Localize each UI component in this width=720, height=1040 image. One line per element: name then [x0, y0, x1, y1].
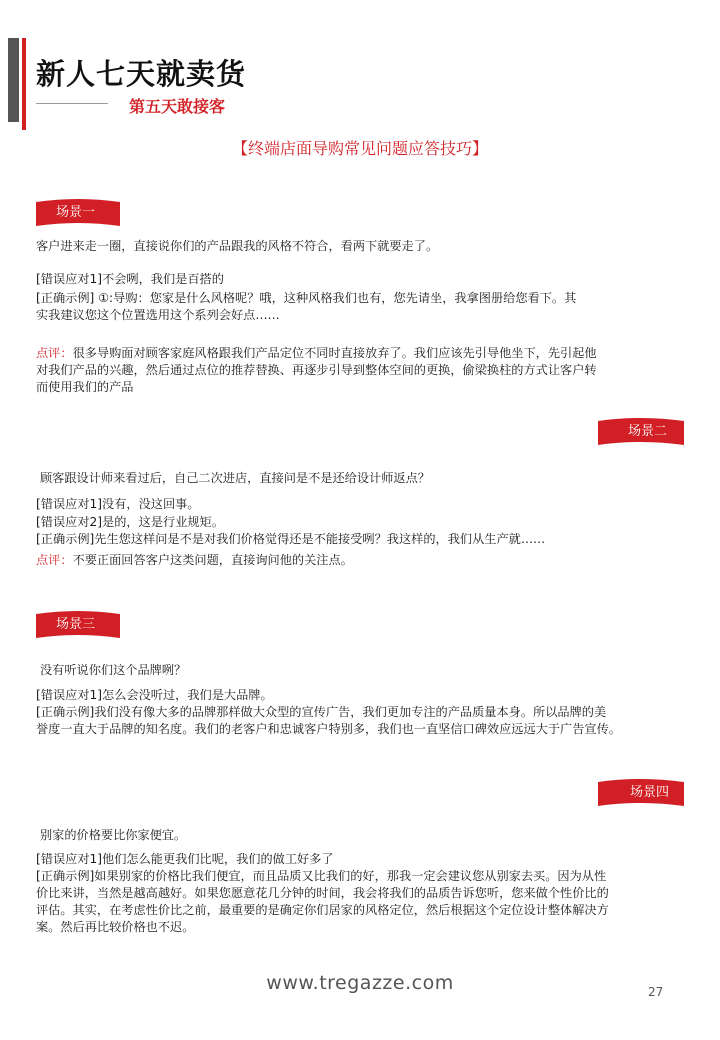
comment-line: 而使用我们的产品 [36, 380, 134, 394]
comment-text: 很多导购面对顾客家庭风格跟我们产品定位不同时直接放弃了。我们应该先引导他坐下，先引起他 [72, 346, 597, 360]
header-red-bar [22, 38, 26, 130]
comment-line: 对我们产品的兴趣，然后通过点位的推荐替换、再逐步引导到整体空间的更换，偷梁换柱的方式让客户转 [36, 363, 597, 377]
scene-label: 场景一 [56, 205, 96, 220]
page-subtitle: 第五天敢接客 [129, 97, 226, 116]
answer-line: 价比来讲，当然是越高越好。如果您愿意花几分钟的时间，我会将我们的品质告诉您听，您来做个性价比的 [36, 886, 609, 900]
comment-line [36, 552, 676, 569]
scene-question: 别家的价格要比你家便宜。 [40, 828, 187, 842]
scene-question: 没有听说你们这个品牌咧？ [40, 663, 187, 677]
answer-line: [错误应对1]不会咧，我们是百搭的 [36, 272, 224, 286]
subtitle-rule [36, 103, 108, 104]
footer-website: www.tregazze.com [266, 972, 454, 994]
comment-text: 不要正面回答客户这类问题，直接询问他的关注点。 [72, 553, 353, 567]
scene-question: 顾客跟设计师来看过后，自己二次进店，直接问是不是还给设计师返点？ [40, 471, 430, 485]
scene-ribbon-1 [36, 198, 120, 232]
answer-line: [错误应对1]没有，没这回事。 [36, 497, 200, 511]
scene-label: 场景四 [630, 785, 670, 800]
answer-line: 实我建议您这个位置选用这个系列会好点…… [36, 308, 280, 322]
page-title: 新人七天就卖货 [36, 57, 247, 91]
scene-ribbon-4 [598, 778, 684, 812]
scene-label: 场景二 [628, 424, 668, 439]
answer-line: 评估。其实，在考虑性价比之前，最重要的是确定你们居家的风格定位，然后根据这个定位设计整体解决方 [36, 903, 609, 917]
comment-line [36, 345, 676, 362]
scene-question: 客户进来走一圈，直接说你们的产品跟我的风格不符合，看两下就要走了。 [36, 239, 439, 253]
page-number: 27 [648, 985, 664, 999]
scene-ribbon-3 [36, 610, 120, 644]
section-heading: 【终端店面导购常见问题应答技巧】 [231, 139, 488, 158]
answer-line: [错误应对1]怎么会没听过，我们是大品牌。 [36, 688, 273, 702]
answer-line: 案。然后再比较价格也不迟。 [36, 920, 195, 934]
answer-line: 誉度一直大于品牌的知名度。我们的老客户和忠诚客户特别多，我们也一直坚信口碑效应远远大于广告宣传。 [36, 722, 621, 736]
answer-line: [正确示例]如果别家的价格比我们便宜，而且品质又比我们的好，那我一定会建议您从别家去买。因为从性 [36, 869, 607, 883]
answer-line: [正确示例]先生您这样问是不是对我们价格觉得还是不能接受咧？我这样的，我们从生产就…… [36, 532, 546, 546]
answer-line: [正确示例] ①:导购：您家是什么风格呢？哦，这种风格我们也有，您先请坐，我拿图册给您看下。其 [36, 291, 577, 305]
comment-label: 点评： [36, 553, 73, 567]
answer-line: [错误应对2]是的，这是行业规矩。 [36, 515, 224, 529]
comment-label: 点评： [36, 346, 73, 360]
answer-line: [正确示例]我们没有像大多的品牌那样做大众型的宣传广告，我们更加专注的产品质量本身。所以品牌的美 [36, 705, 607, 719]
scene-ribbon-2 [598, 417, 684, 451]
answer-line: [错误应对1]他们怎么能更我们比呢，我们的做工好多了 [36, 852, 334, 866]
header-gray-bar [8, 38, 19, 122]
scene-label: 场景三 [56, 617, 96, 632]
